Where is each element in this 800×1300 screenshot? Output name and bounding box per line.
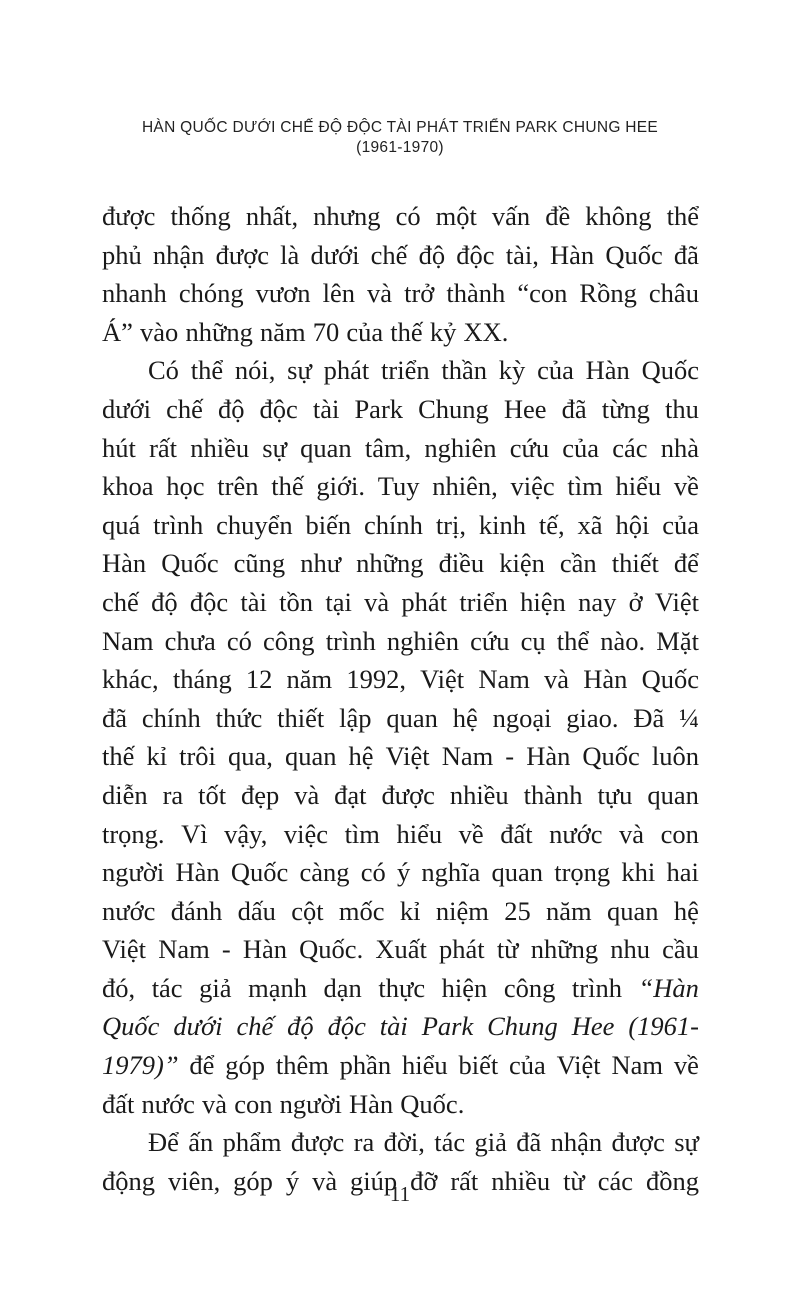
body-text bbox=[102, 197, 699, 1200]
text-line: người Hàn Quốc càng có ý nghĩa quan trọng khi hai bbox=[102, 857, 699, 888]
text-line: Để ấn phẩm được ra đời, tác giả đã nhận được sự bbox=[148, 1127, 699, 1158]
text-line: dưới chế độ độc tài Park Chung Hee đã từng thu bbox=[102, 393, 699, 424]
running-header-years: (1961-1970) bbox=[356, 139, 444, 156]
text-line: Á” vào những năm 70 của thế kỷ XX. bbox=[102, 316, 509, 347]
text-line: thế kỉ trôi qua, quan hệ Việt Nam - Hàn Quốc luôn bbox=[102, 741, 699, 772]
text-line: đó, tác giả mạnh dạn thực hiện công trình “Hàn bbox=[102, 972, 699, 1003]
text-line: quá trình chuyển biến chính trị, kinh tế, xã hội của bbox=[102, 509, 699, 540]
text-line: động viên, góp ý và giúp đỡ rất nhiều từ các đồng bbox=[102, 1165, 699, 1196]
text-line: chế độ độc tài tồn tại và phát triển hiện nay ở Việt bbox=[102, 586, 699, 617]
text-line: 1979)” để góp thêm phần hiểu biết của Việt Nam về bbox=[102, 1050, 699, 1081]
text-line: nhanh chóng vươn lên và trở thành “con Rồng châu bbox=[102, 278, 699, 309]
text-line: Nam chưa có công trình nghiên cứu cụ thể nào. Mặt bbox=[102, 625, 699, 656]
text-line: diễn ra tốt đẹp và đạt được nhiều thành tựu quan bbox=[102, 779, 699, 810]
running-header bbox=[0, 118, 800, 158]
running-header-title: HÀN QUỐC DƯỚI CHẾ ĐỘ ĐỘC TÀI PHÁT TRIỂN PARK CHUNG HEE bbox=[141, 119, 659, 136]
text-line: Có thể nói, sự phát triển thần kỳ của Hàn Quốc bbox=[148, 355, 699, 386]
text-line: đã chính thức thiết lập quan hệ ngoại giao. Đã ¼ bbox=[102, 702, 699, 733]
text-line: trọng. Vì vậy, việc tìm hiểu về đất nước và con bbox=[102, 818, 699, 849]
text-line: khác, tháng 12 năm 1992, Việt Nam và Hàn Quốc bbox=[102, 664, 699, 695]
text-line: hút rất nhiều sự quan tâm, nghiên cứu của các nhà bbox=[102, 432, 699, 463]
text-line: nước đánh dấu cột mốc kỉ niệm 25 năm quan hệ bbox=[102, 895, 699, 926]
text-line: Quốc dưới chế độ độc tài Park Chung Hee (1961- bbox=[102, 1011, 699, 1042]
text-line: đất nước và con người Hàn Quốc. bbox=[102, 1088, 465, 1119]
text-line: phủ nhận được là dưới chế độ độc tài, Hàn Quốc đã bbox=[102, 239, 699, 270]
text-line: được thống nhất, nhưng có một vấn đề không thể bbox=[102, 201, 699, 231]
text-line: Hàn Quốc cũng như những điều kiện cần thiết để bbox=[102, 548, 699, 579]
page-number: 11 bbox=[389, 1182, 411, 1206]
text-line: Việt Nam - Hàn Quốc. Xuất phát từ những nhu cầu bbox=[102, 934, 699, 965]
text-line: khoa học trên thế giới. Tuy nhiên, việc tìm hiểu về bbox=[102, 471, 699, 502]
